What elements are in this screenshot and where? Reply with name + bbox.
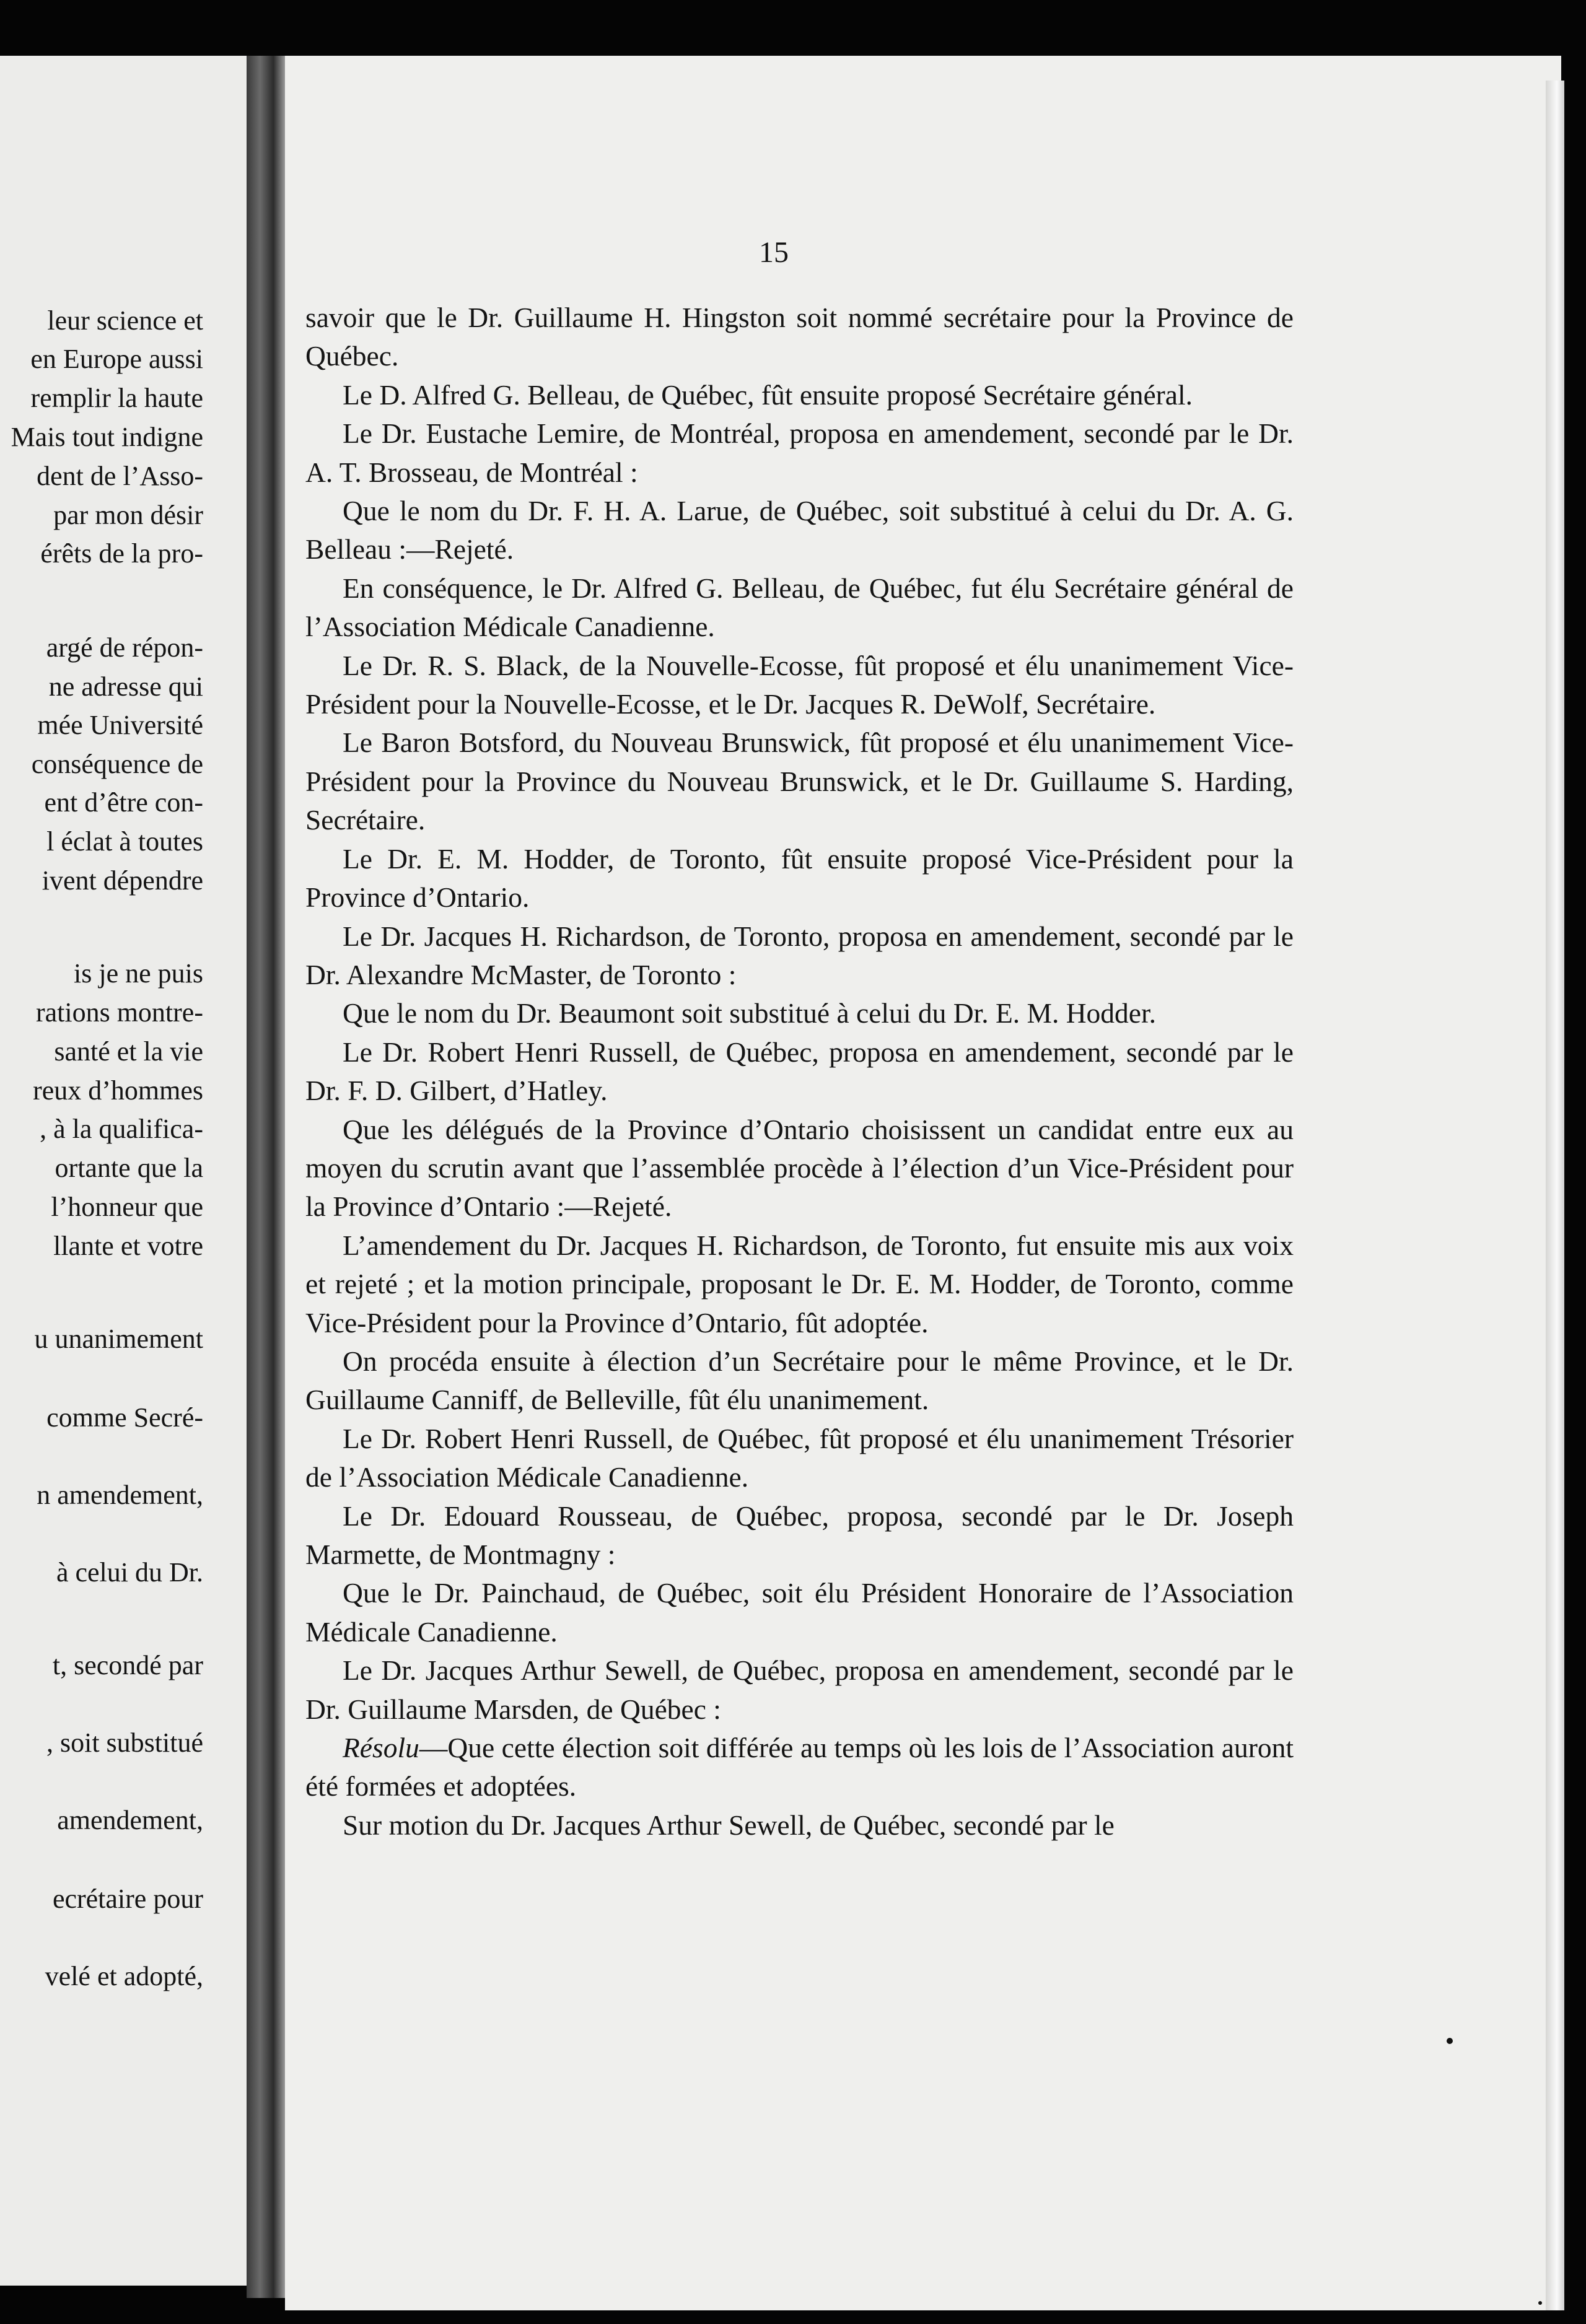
paragraph: Le Baron Botsford, du Nouveau Brunswick, fût proposé et élu unanimement Vice-Président pour la Province du Nouveau Brunswick, et le Dr. Guillaume S. Harding, Secrétaire. (305, 727, 1294, 836)
paragraph: Le D. Alfred G. Belleau, de Québec, fût ensuite proposé Secrétaire général. (343, 378, 1193, 411)
left-page-fragment (0, 56, 247, 2286)
paragraph: Le Dr. Robert Henri Russell, de Québec, proposa en amendement, secondé par le Dr. F. D. Gilbert, d’Hatley. (305, 1036, 1294, 1107)
left-line: par mon désir (53, 500, 203, 530)
left-line: rations montre- (35, 997, 203, 1028)
left-line: ne adresse qui (48, 671, 203, 702)
left-line: n amendement, (37, 1480, 203, 1510)
left-line: , à la qualifica- (40, 1114, 203, 1144)
paragraph: En conséquence, le Dr. Alfred G. Belleau, de Québec, fut élu Secrétaire général de l’Association Médicale Canadienne. (305, 572, 1294, 643)
left-line: reux d’hommes (33, 1075, 203, 1106)
page-body (305, 299, 1294, 1845)
page-edge (1546, 81, 1564, 2310)
left-line: amendement, (57, 1805, 203, 1835)
left-line: l éclat à toutes (46, 826, 203, 857)
left-line: mée Université (37, 710, 203, 740)
left-line: ecrétaire pour (52, 1884, 203, 1914)
left-line: llante et votre (53, 1231, 203, 1261)
left-line: conséquence de (31, 749, 203, 779)
book-gutter (247, 56, 285, 2298)
left-line: l’honneur que (51, 1192, 203, 1222)
left-line: is je ne puis (74, 958, 203, 989)
paragraph: Le Dr. Edouard Rousseau, de Québec, proposa, secondé par le Dr. Joseph Marmette, de Montmagny : (305, 1500, 1294, 1570)
paragraph: Le Dr. Eustache Lemire, de Montréal, proposa en amendement, secondé par le Dr. A. T. Brosseau, de Montréal : (305, 417, 1294, 488)
left-line: à celui du Dr. (56, 1557, 203, 1588)
left-line: t, secondé par (52, 1650, 203, 1680)
left-line: ivent dépendre (42, 865, 203, 896)
paragraph: Que les délégués de la Province d’Ontario choisissent un candidat entre eux au moyen du scrutin avant que l’assemblée procède à l’élection d’un Vice-Président pour la Province d’Ontario :—Rejeté. (305, 1113, 1294, 1223)
paragraph: L’amendement du Dr. Jacques H. Richardson, de Toronto, fut ensuite mis aux voix et rejeté ; et la motion principale, proposant le Dr. E. M. Hodder, de Toronto, comme Vice-Président pour la Province d’Ontario, fût adoptée. (305, 1229, 1294, 1339)
paragraph: Le Dr. R. S. Black, de la Nouvelle-Ecosse, fût proposé et élu unanimement Vice-Président pour la Nouvelle-Ecosse, et le Dr. Jacques R. DeWolf, Secrétaire. (305, 649, 1294, 720)
left-line: velé et adopté, (45, 1961, 203, 1991)
italic-lead: Résolu (343, 1732, 419, 1764)
left-line: ortante que la (55, 1153, 203, 1183)
paragraph: Le Dr. Jacques H. Richardson, de Toronto, proposa en amendement, secondé par le Dr. Alexandre McMaster, de Toronto : (305, 920, 1294, 990)
paragraph: Que le nom du Dr. Beaumont soit substitué à celui du Dr. E. M. Hodder. (343, 997, 1157, 1029)
left-line: ent d’être con- (44, 787, 203, 818)
paragraph: savoir que le Dr. Guillaume H. Hingston soit nommé secrétaire pour la Province de Québec. (305, 302, 1294, 372)
left-line: u unanimement (34, 1324, 203, 1354)
left-line: , soit substitué (46, 1728, 203, 1758)
paragraph: Le Dr. Robert Henri Russell, de Québec, fût proposé et élu unanimement Trésorier de l’Association Médicale Canadienne. (305, 1422, 1294, 1493)
paragraph: Le Dr. E. M. Hodder, de Toronto, fût ensuite proposé Vice-Président pour la Province d’Ontario. (305, 842, 1294, 914)
left-line: en Europe aussi (30, 344, 203, 374)
left-line: érêts de la pro- (40, 538, 203, 569)
paragraph: Que le nom du Dr. F. H. A. Larue, de Québec, soit substitué à celui du Dr. A. G. Belleau :—Rejeté. (305, 495, 1294, 566)
left-line: dent de l’Asso- (37, 461, 203, 491)
left-line: santé et la vie (54, 1036, 203, 1067)
left-line: Mais tout indigne (11, 422, 203, 452)
speck (1447, 2038, 1453, 2044)
left-line: comme Secré- (46, 1402, 203, 1433)
page-number: 15 (759, 236, 789, 269)
left-line: remplir la haute (30, 383, 203, 413)
paragraph: Que le Dr. Painchaud, de Québec, soit élu Président Honoraire de l’Association Médicale Canadienne. (305, 1577, 1294, 1648)
paragraph: Sur motion du Dr. Jacques Arthur Sewell, de Québec, secondé par le (343, 1809, 1115, 1841)
left-line: leur science et (47, 305, 203, 336)
paragraph-resolu (305, 1729, 1294, 1806)
paragraph-text: —Que cette élection soit différée au temps où les lois de l’Association auront été formées et adoptées. (305, 1732, 1294, 1802)
paragraph: On procéda ensuite à élection d’un Secrétaire pour le même Province, et le Dr. Guillaume Canniff, de Belleville, fût élu unanimement. (305, 1345, 1294, 1416)
paragraph: Le Dr. Jacques Arthur Sewell, de Québec, proposa en amendement, secondé par le Dr. Guillaume Marsden, de Québec : (305, 1654, 1294, 1725)
left-line: argé de répon- (46, 632, 203, 663)
speck (1538, 2301, 1542, 2305)
